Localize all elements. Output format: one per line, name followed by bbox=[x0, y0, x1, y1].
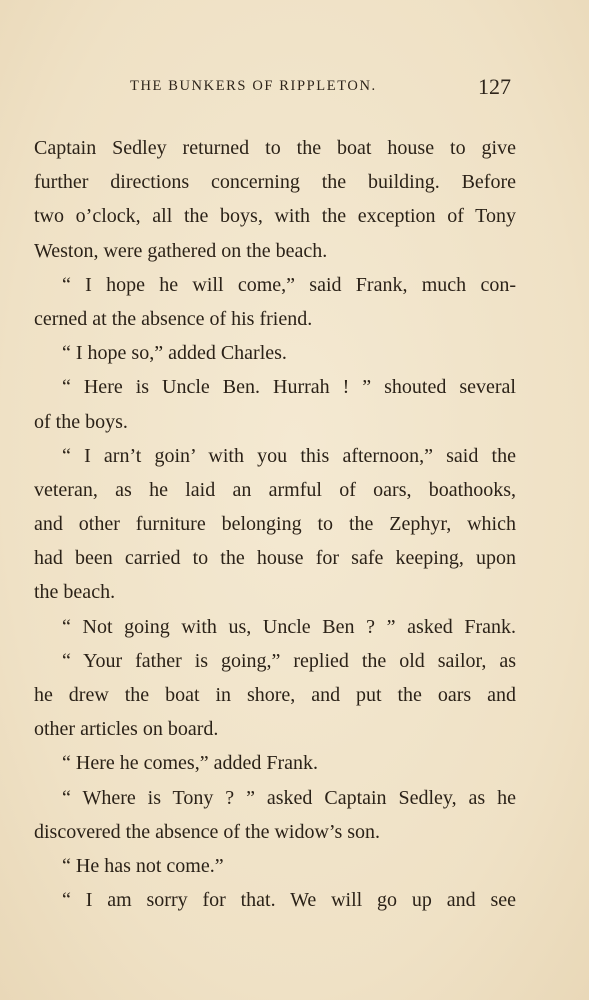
text-line: “ Here he comes,” added Frank. bbox=[62, 752, 318, 775]
text-line: cerned at the absence of his friend. bbox=[34, 307, 313, 330]
text-line: “ Your father is going,” replied the old sailor, as bbox=[62, 649, 516, 672]
text-line: he drew the boat in shore, and put the oars and bbox=[34, 684, 516, 706]
text-line: other articles on board. bbox=[34, 718, 219, 741]
text-line: had been carried to the house for safe keeping, upon bbox=[34, 547, 516, 570]
page-number: 127 bbox=[478, 74, 511, 99]
text-line: further directions concerning the building. Before bbox=[34, 171, 516, 194]
text-line: “ He has not come.” bbox=[62, 854, 224, 877]
text-line: “ I hope so,” added Charles. bbox=[62, 342, 287, 365]
text-line: and other furniture belonging to the Zephyr, which bbox=[34, 513, 516, 536]
text-line: “ Here is Uncle Ben. Hurrah ! ” shouted several bbox=[62, 376, 516, 399]
text-line: “ I hope he will come,” said Frank, much con- bbox=[62, 273, 516, 296]
text-line: “ Where is Tony ? ” asked Captain Sedley, as he bbox=[62, 786, 516, 809]
text-line: veteran, as he laid an armful of oars, boathooks, bbox=[34, 478, 516, 501]
text-line: two o’clock, all the boys, with the exception of Tony bbox=[34, 205, 516, 228]
text-line: “ I arn’t goin’ with you this afternoon,” said the bbox=[62, 444, 516, 467]
text-line: “ I am sorry for that. We will go up and see bbox=[62, 889, 516, 912]
running-head-title: THE BUNKERS OF RIPPLETON. bbox=[130, 78, 377, 94]
text-line: Captain Sedley returned to the boat house to give bbox=[34, 137, 516, 159]
text-line: discovered the absence of the widow’s son. bbox=[34, 820, 381, 843]
body-text bbox=[34, 131, 516, 917]
text-line: the beach. bbox=[34, 581, 116, 604]
text-line: “ Not going with us, Uncle Ben ? ” asked Frank. bbox=[62, 615, 516, 638]
text-line: of the boys. bbox=[34, 410, 128, 433]
text-line: Weston, were gathered on the beach. bbox=[34, 239, 328, 262]
